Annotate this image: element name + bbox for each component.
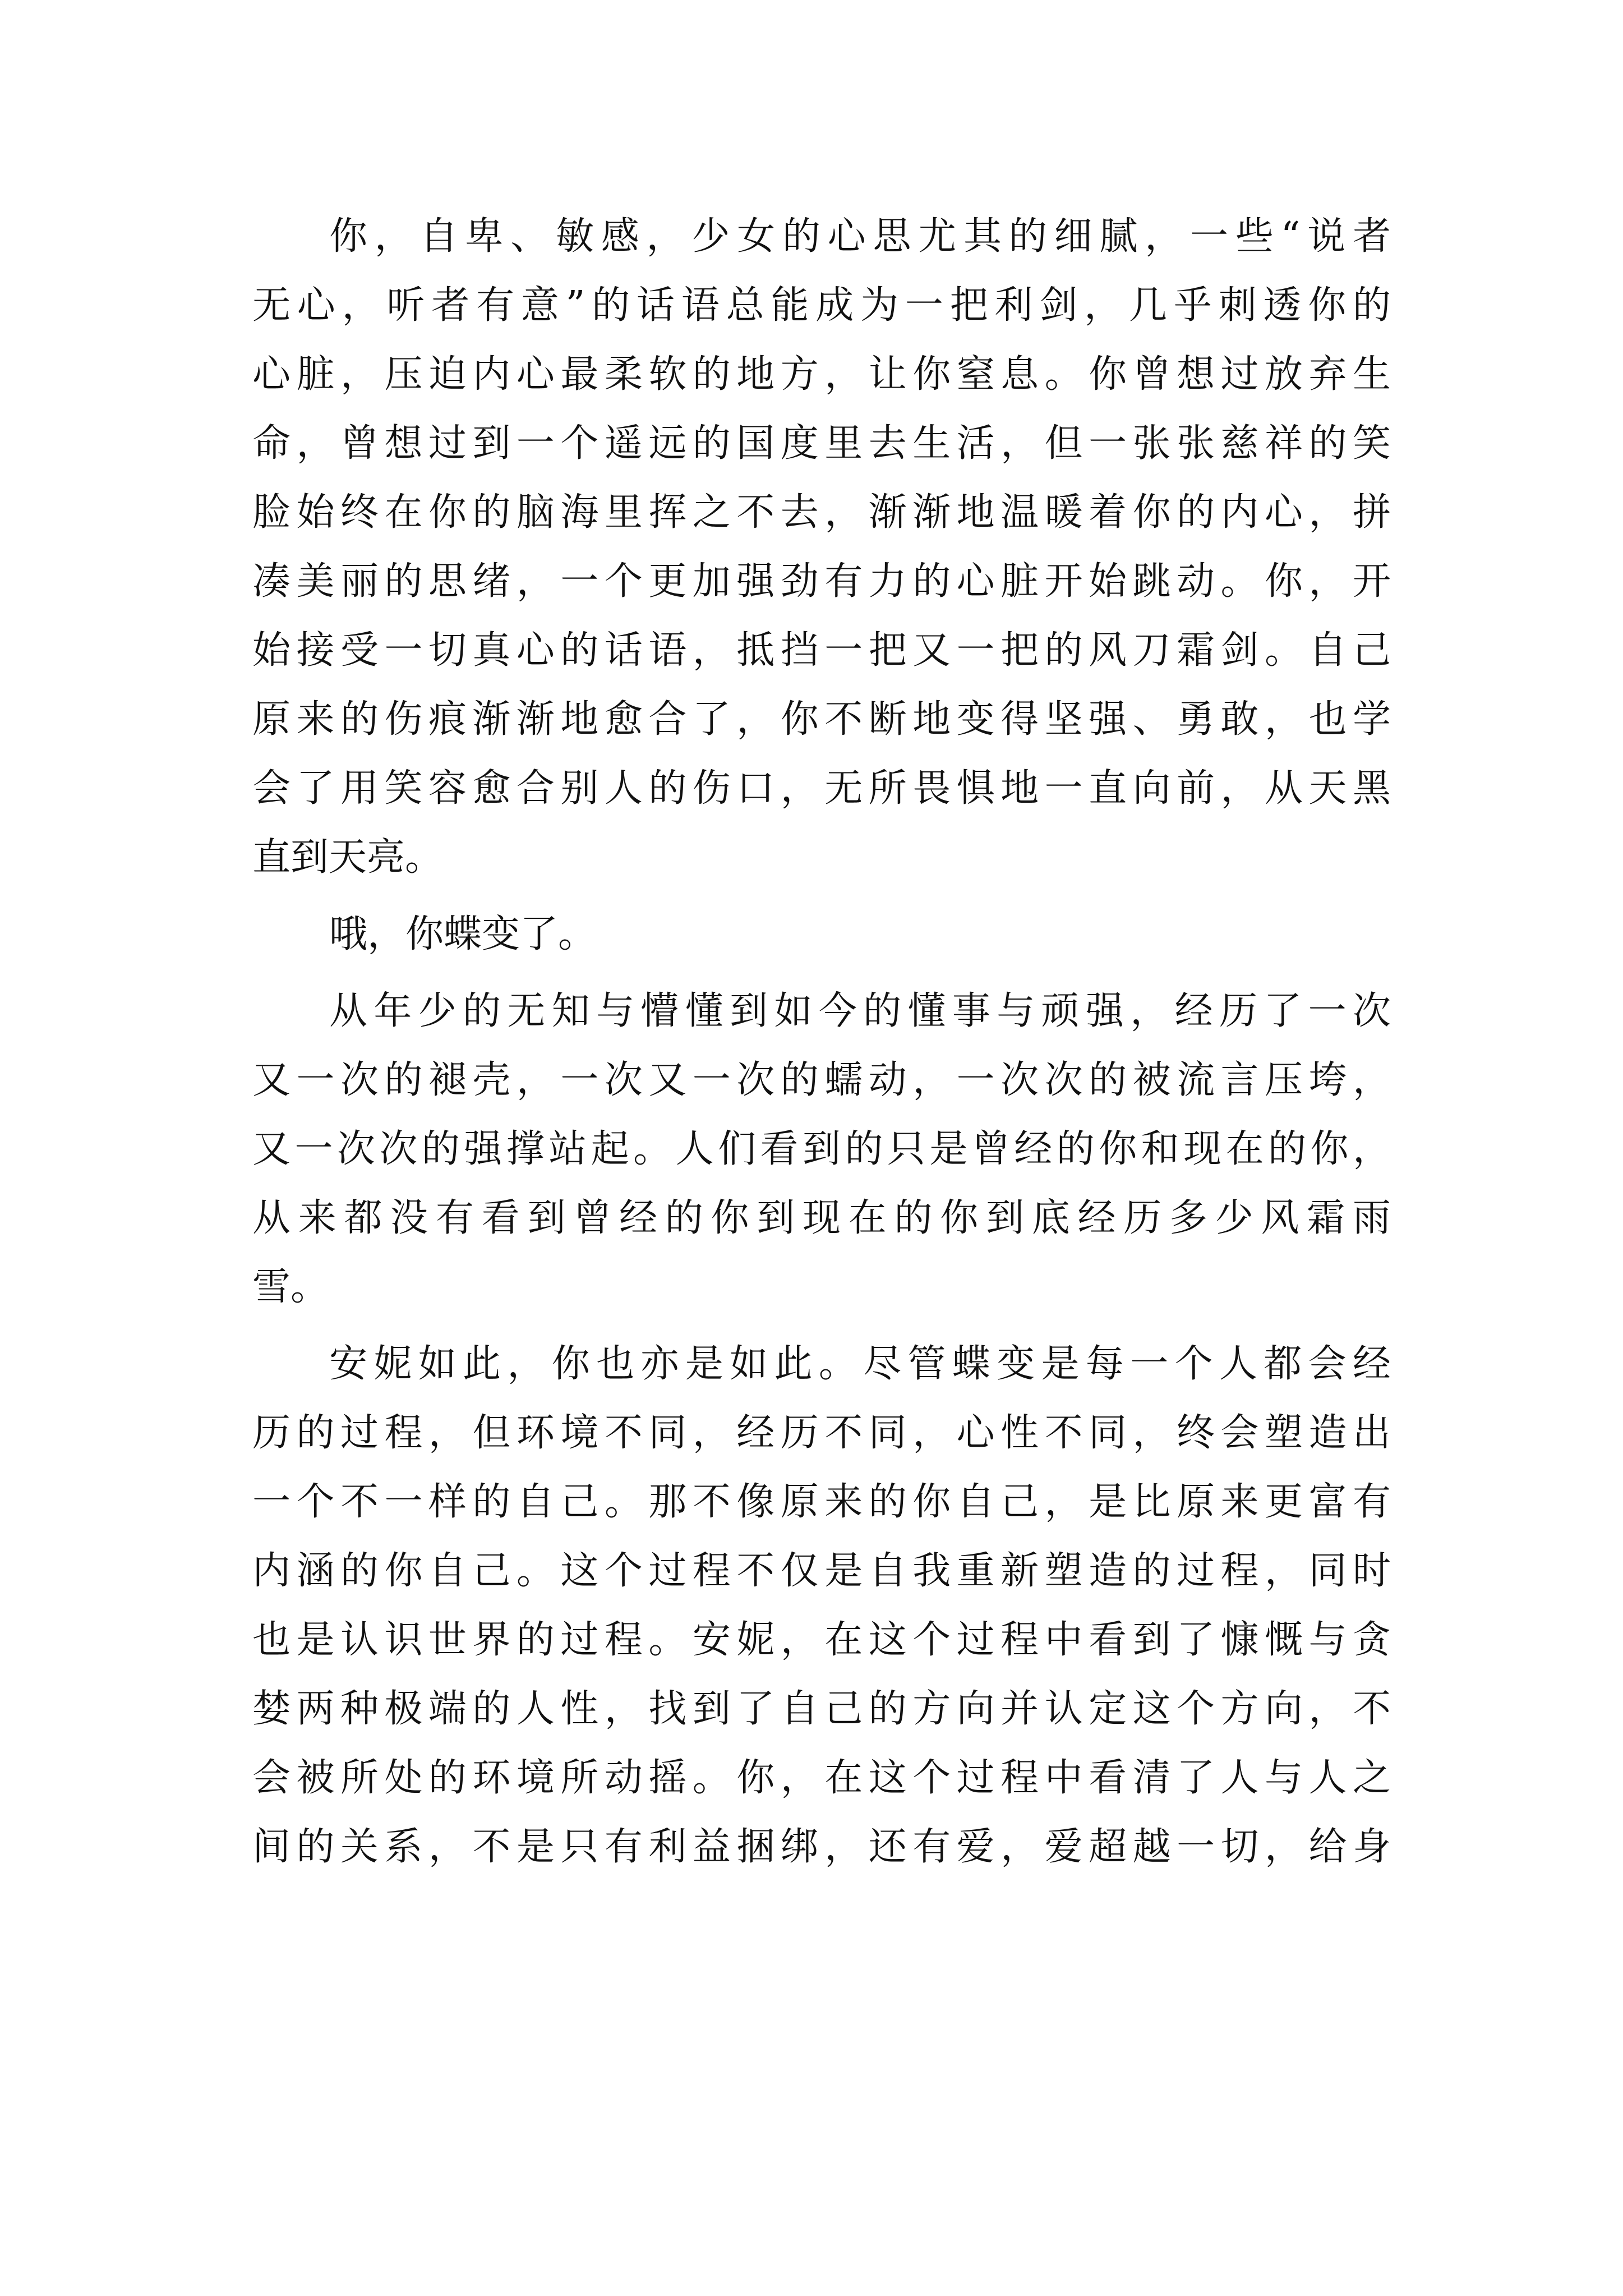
text-line: 始接受一切真心的话语，抵挡一把又一把的风刀霜剑。自己 [252, 628, 1391, 673]
text-line: 一个不一样的自己。那不像原来的你自己，是比原来更富有 [252, 1480, 1391, 1524]
paragraph [252, 1329, 1391, 1881]
text-line: 间的关系，不是只有利益捆绑，还有爱，爱超越一切，给身 [252, 1825, 1391, 1869]
text-line: 命，曾想过到一个遥远的国度里去生活，但一张张慈祥的笑 [252, 421, 1391, 466]
text-line: 原来的伤痕渐渐地愈合了，你不断地变得坚强、勇敢，也学 [252, 697, 1391, 742]
paragraph [252, 202, 1391, 892]
text-line: 历的过程，但环境不同，经历不同，心性不同，终会塑造出 [252, 1411, 1391, 1455]
paragraph [252, 977, 1391, 1322]
text-line: 无心，听者有意”的话语总能成为一把利剑，几乎刺透你的 [252, 283, 1391, 328]
text-line: 从来都没有看到曾经的你到现在的你到底经历多少风霜雨 [252, 1196, 1391, 1240]
text-line: 哦，你蝶变了。 [329, 912, 597, 956]
text-line: 会了用笑容愈合别人的伤口，无所畏惧地一直向前，从天黑 [252, 766, 1391, 811]
text-line: 你，自卑、敏感，少女的心思尤其的细腻，一些“说者 [329, 214, 1391, 259]
text-line: 心脏，压迫内心最柔软的地方，让你窒息。你曾想过放弃生 [252, 352, 1391, 397]
text-line: 也是认识世界的过程。安妮，在这个过程中看到了慷慨与贪 [252, 1618, 1391, 1662]
text-line: 雪。 [252, 1265, 329, 1309]
text-line: 凑美丽的思绪，一个更加强劲有力的心脏开始跳动。你，开 [252, 559, 1391, 604]
text-line: 婪两种极端的人性，找到了自己的方向并认定这个方向，不 [252, 1687, 1391, 1731]
text-line: 内涵的你自己。这个过程不仅是自我重新塑造的过程，同时 [252, 1549, 1391, 1593]
text-line: 又一次的褪壳，一次又一次的蠕动，一次次的被流言压垮， [252, 1058, 1391, 1102]
text-line: 直到天亮。 [252, 835, 444, 880]
text-line: 会被所处的环境所动摇。你，在这个过程中看清了人与人之 [252, 1756, 1391, 1800]
paragraph [252, 900, 1391, 969]
text-line: 又一次次的强撑站起。人们看到的只是曾经的你和现在的你， [252, 1127, 1391, 1171]
text-line: 脸始终在你的脑海里挥之不去，渐渐地温暖着你的内心，拼 [252, 490, 1391, 535]
text-line: 安妮如此，你也亦是如此。尽管蝶变是每一个人都会经 [329, 1342, 1391, 1386]
document-body [252, 202, 1391, 1881]
text-line: 从年少的无知与懵懂到如今的懂事与顽强，经历了一次 [329, 989, 1391, 1033]
